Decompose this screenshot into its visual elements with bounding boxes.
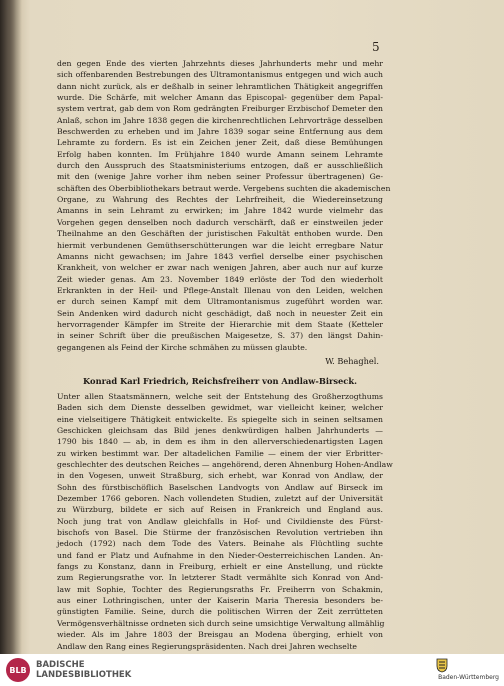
text-line: gegangenen als Feind der Kirche schmähen zu müssen glaubte. bbox=[57, 342, 308, 352]
text-line: Organe, zu Wahrung des Rechtes der Lehrfreiheit, die Wiedereinsetzung bbox=[57, 195, 383, 205]
article-heading: Konrad Karl Friedrich, Reichsfreiherr von Andlaw-Birseck. bbox=[83, 375, 357, 386]
text-line: Beschwerden zu erheben und im Jahre 1839 sogar seine Entfernung aus dem bbox=[57, 127, 383, 137]
text-line: Anlaß, schon im Jahre 1838 gegen die kirchenrechtlichen Lehrvorträge desselben bbox=[57, 115, 383, 125]
text-line: fangs zu Konstanz, dann in Freiburg, erhielt er eine Anstellung, und rückte bbox=[57, 562, 383, 572]
text-line: Dezember 1766 geboren. Nach vollendeten Studien, zuletzt auf der Universität bbox=[57, 494, 383, 504]
text-line: zu wirken bestimmt war. Der altadelichen Familie — einem der vier Erbritter- bbox=[57, 448, 383, 458]
library-name-line2: LANDESBIBLIOTHEK bbox=[36, 670, 132, 680]
text-line: sich offenbarenden Bestrebungen des Ultramontanismus entgegen und wich auch bbox=[57, 70, 383, 80]
text-line: hiermit verbundenen Gemüthserschütterungen war die leicht erregbare Natur bbox=[57, 240, 383, 250]
text-line: dann nicht zurück, als er deßhalb in seiner lehramtlichen Thätigkeit angegriffen bbox=[57, 81, 383, 91]
text-line: zum Regierungsrathe vor. In letzterer Stadt vermählte sich Konrad von And- bbox=[57, 573, 383, 583]
coat-of-arms-icon bbox=[434, 657, 450, 673]
text-line: Lehramte zu fordern. Es ist ein Zeichen jener Zeit, daß diese Bemühungen bbox=[57, 138, 383, 148]
text-line: wurde. Die Schärfe, mit welcher Amann das Episcopal- gegenüber dem Papal- bbox=[57, 93, 383, 103]
text-line: den gegen Ende des vierten Jahrzehnts dieses Jahrhunderts mehr und mehr bbox=[57, 59, 383, 68]
text-line: Vermögensverhältnisse ordneten sich durch seine umsichtige Verwaltung allmählig bbox=[57, 618, 385, 628]
text-line: Amanns nicht gewachsen; im Jahre 1843 verfiel derselbe einer psychischen bbox=[57, 251, 383, 261]
text-line: Vorgehen gegen denselben noch dadurch verschärft, daß er einstweilen jeder bbox=[57, 217, 383, 227]
text-line: durch den Ausspruch des Staatsministeriums entzogen, daß er ausschließlich bbox=[57, 161, 383, 171]
text-line: Sein Andenken wird dadurch nicht geschädigt, daß noch in neuester Zeit ein bbox=[57, 308, 383, 318]
text-line: Amanns in sein Lehramt zu erwirken; im Jahre 1842 wurde vielmehr das bbox=[57, 206, 383, 216]
state-label[interactable]: Baden-Württemberg bbox=[438, 674, 499, 681]
text-line: jedoch (1792) nach dem Tode des Vaters. Beinahe als Flüchtling suchte bbox=[57, 539, 383, 549]
text-line: eine vielseitigere Thätigkeit entwickelte. Es spiegelte sich in seinen seltsamen bbox=[57, 414, 383, 424]
page-number: 5 bbox=[372, 40, 380, 54]
text-line: in den Vogesen, unweit Straßburg, sich erhebt, war Konrad von Andlaw, der bbox=[57, 471, 383, 481]
text-line: 1790 bis 1840 — ab, in dem es ihm in den allerverschiedenartigsten Lagen bbox=[57, 437, 383, 447]
text-line: in seiner Schrift über die preußischen Maigesetze, S. 37) den längst Dahin- bbox=[57, 331, 383, 341]
text-line: Krankheit, von welcher er zwar nach wenigen Jahren, aber auch nur auf kurze bbox=[57, 263, 383, 273]
text-line: mit den (wenige Jahre vorher ihm neben seiner Professur übertragenen) Ge- bbox=[57, 172, 383, 182]
text-line: aus einer Lothringischen, unter der Kaiserin Maria Theresia besonders be- bbox=[57, 596, 383, 606]
text-line: hervorragender Kämpfer im Streite der Hierarchie mit dem Staate (Ketteler bbox=[57, 319, 383, 329]
library-name[interactable] bbox=[36, 660, 131, 680]
text-line: Erkrankten in der Heil- und Pflege-Anstalt Illenau von den Leiden, welchen bbox=[57, 285, 383, 295]
text-line: er durch seinen Kampf mit dem Ultramontanismus zugeführt worden war. bbox=[57, 297, 383, 307]
text-line: system vertrat, gab dem von Rom gedrängten Freiburger Erzbischof Demeter den bbox=[57, 104, 383, 114]
text-line: Andlaw den Rang eines Regierungspräsidenten. Nach drei Jahren wechselte bbox=[57, 641, 357, 651]
text-line: zu Würzburg, bildete er sich auf Reisen in Frankreich und England aus. bbox=[57, 505, 383, 515]
text-line: günstigten Familie. Seine, durch die politischen Wirren der Zeit zerrütteten bbox=[57, 607, 383, 617]
text-line: Erfolg haben konnten. Im Frühjahre 1840 wurde Amann seinem Lehramte bbox=[57, 149, 383, 159]
text-line: Zeit wieder genas. Am 23. November 1849 erlöste der Tod den wiederholt bbox=[57, 274, 383, 284]
paragraph-andlaw bbox=[57, 391, 393, 652]
text-line: Geschicken gleichsam das Bild jenes denkwürdigen halben Jahrhunderts — bbox=[57, 425, 383, 435]
paragraph-amann bbox=[57, 58, 391, 353]
text-line: Noch jung trat von Andlaw gleichfalls in Hof- und Civildienste des Fürst- bbox=[57, 516, 383, 526]
author-signature: W. Behaghel. bbox=[325, 355, 379, 366]
text-line: Theilnahme an den Geschäften der juristischen Fakultät enthoben wurde. Den bbox=[57, 229, 383, 239]
text-line: Sohn des fürstbischöflich Baselschen Landvogts von Andlaw auf Birseck im bbox=[57, 482, 383, 492]
text-line: und fand er Platz und Aufnahme in den Nieder-Oesterreichischen Landen. An- bbox=[57, 550, 383, 560]
text-line: geschlechter des deutschen Reiches — angehörend, deren Ahnenburg Hohen-Andlaw bbox=[57, 460, 393, 469]
text-line: Unter allen Staatsmännern, welche seit der Entstehung des Großherzogthums bbox=[57, 391, 383, 401]
blb-logo-icon[interactable]: BLB bbox=[6, 658, 30, 682]
footer-bar bbox=[0, 654, 504, 686]
text-line: schäften des Oberbibliothekars betraut werde. Vergebens suchten die akademischen bbox=[57, 183, 391, 193]
body-text bbox=[57, 58, 393, 652]
text-line: bischofs von Basel. Die Stürme der französischen Revolution vertrieben ihn bbox=[57, 528, 383, 538]
text-line: wieder. Als im Jahre 1803 der Breisgau an Modena überging, erhielt von bbox=[57, 630, 383, 640]
text-line: law mit Sophie, Tochter des Regierungsraths Fr. Freiherrn von Schakmin, bbox=[57, 584, 383, 594]
text-line: Baden sich dem Dienste desselben gewidmet, war vielleicht keiner, welcher bbox=[57, 403, 383, 413]
book-gutter bbox=[0, 0, 22, 654]
library-name-line1: BADISCHE bbox=[36, 660, 85, 670]
